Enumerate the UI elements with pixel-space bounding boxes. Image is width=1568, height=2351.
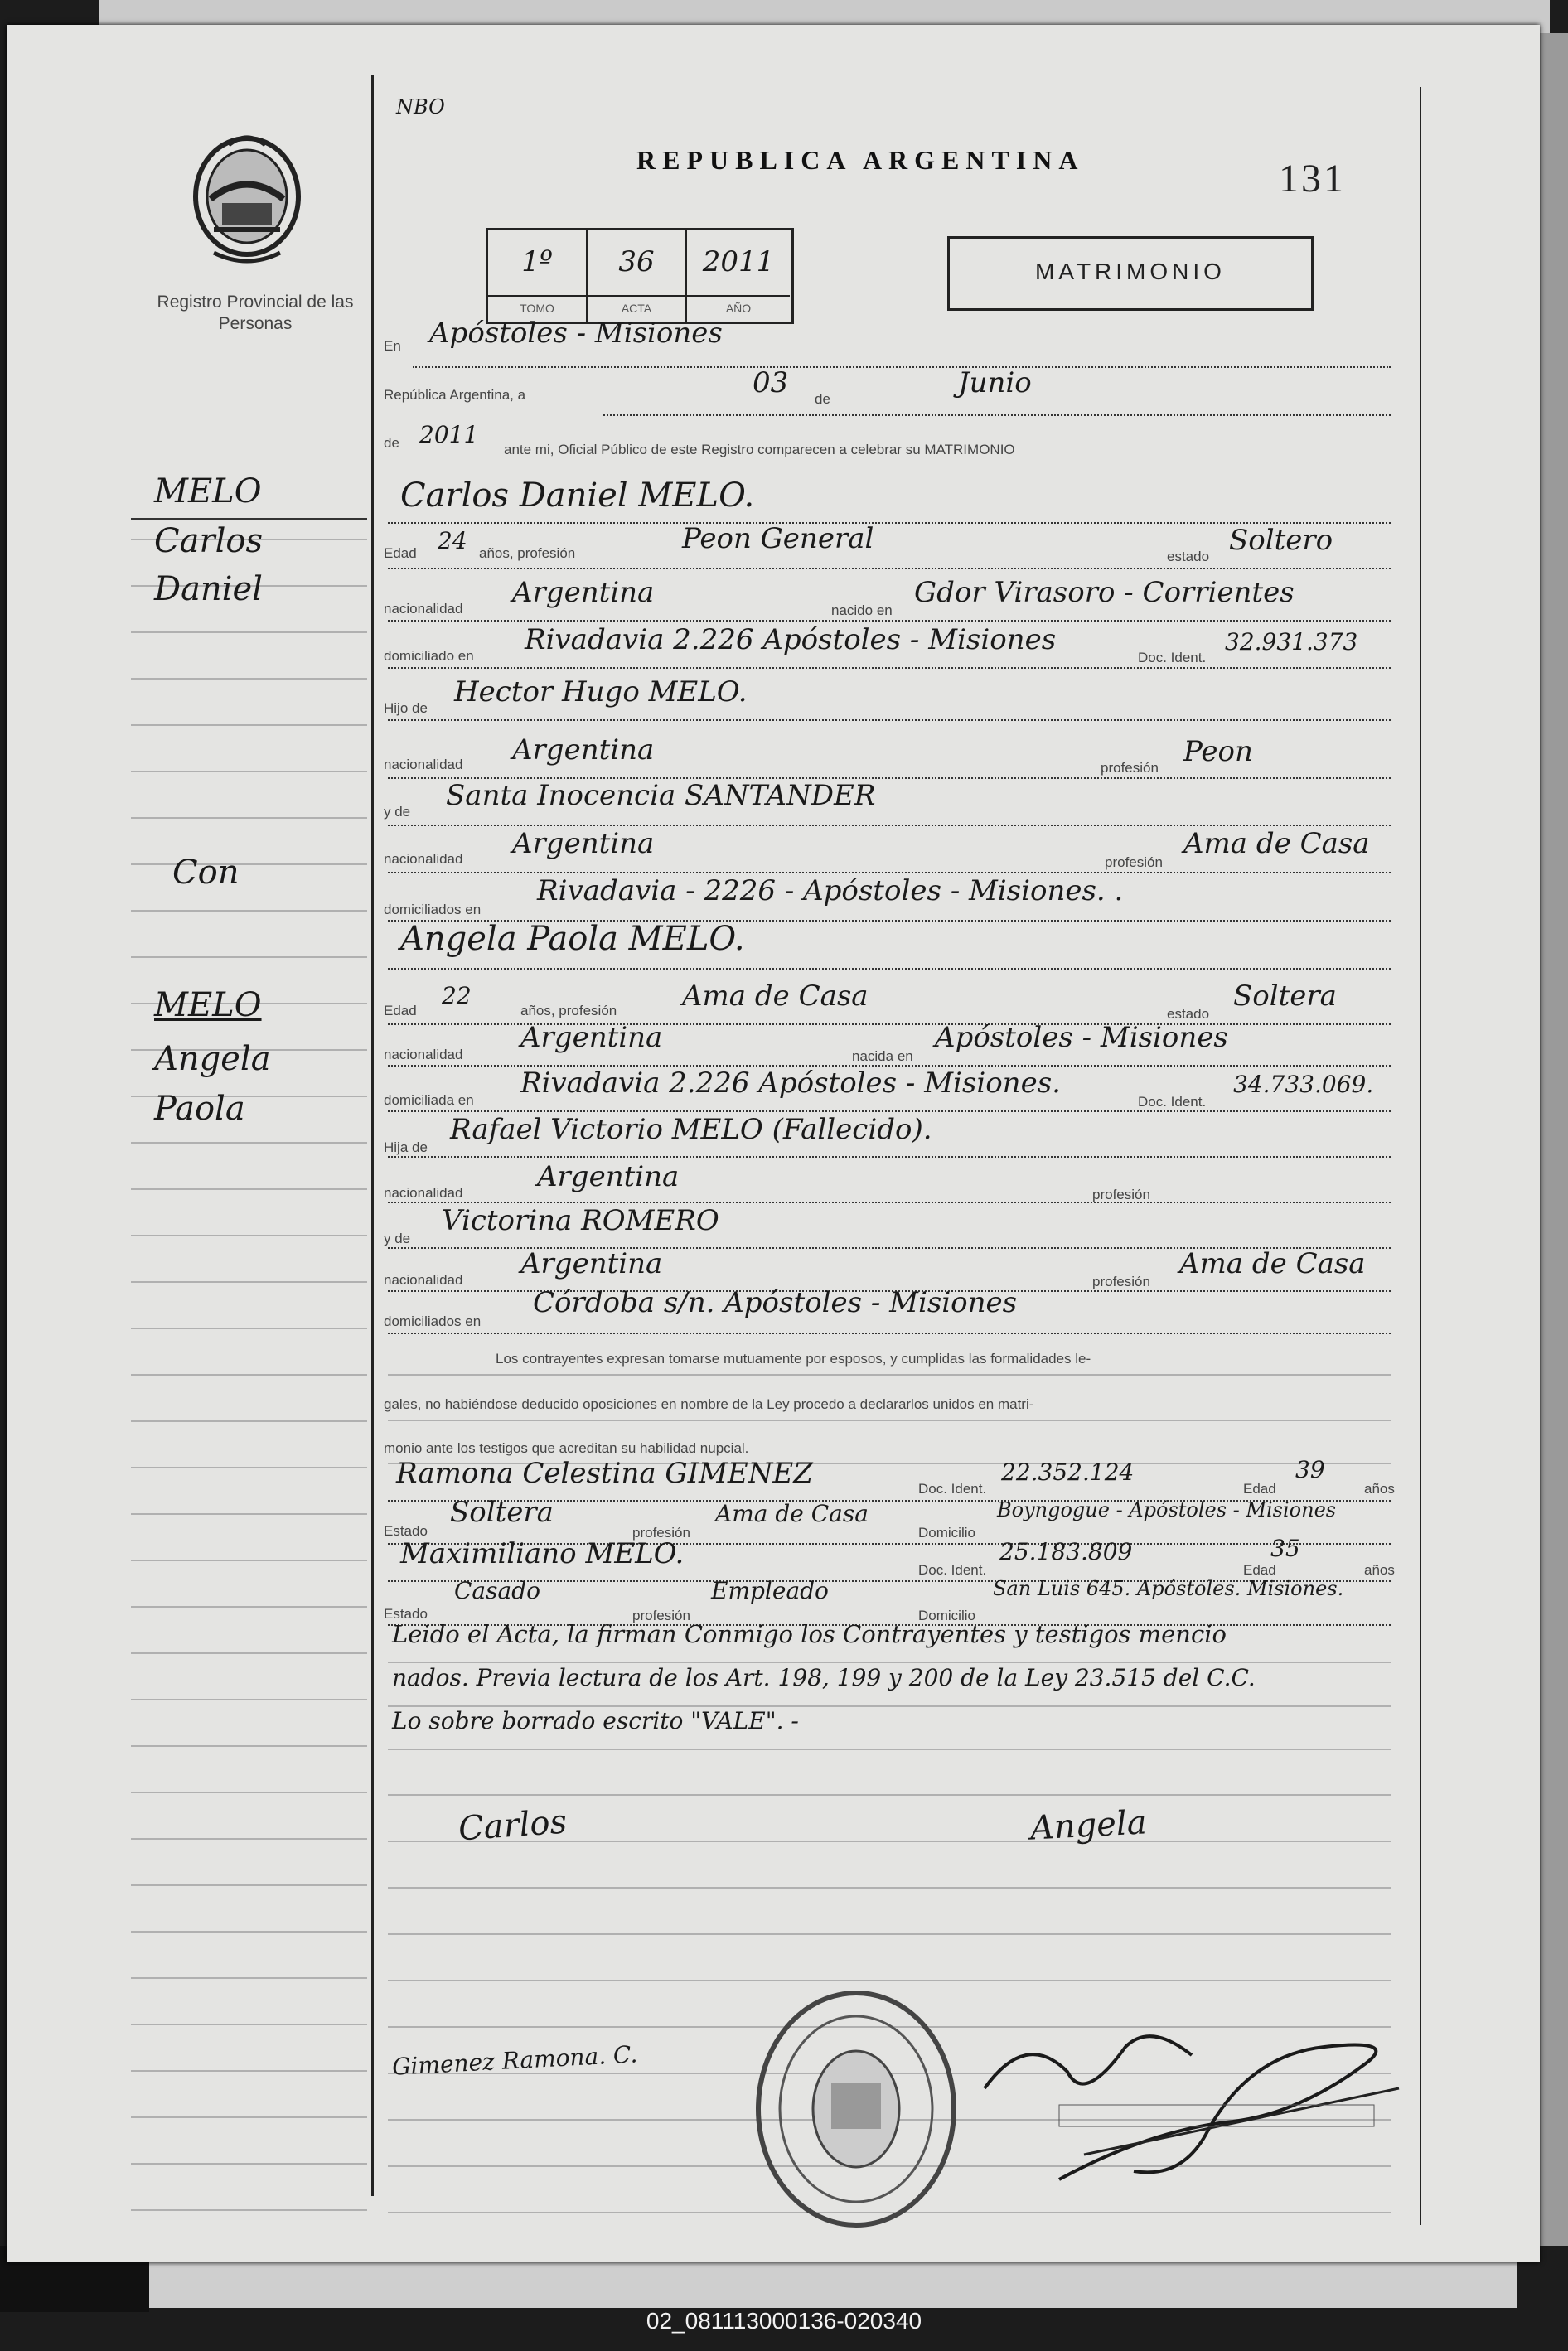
margin-rule (131, 817, 367, 819)
margin-rule (131, 1745, 367, 1747)
groom-dom-line (388, 667, 1391, 669)
witness2-profesion: Empleado (711, 1577, 829, 1604)
declaration-line-2: gales, no habiéndose deducido oposiciones en nombre de la Ley procedo a declararlos unidos en matri- (384, 1396, 1034, 1412)
margin-bride-name-2: Paola (154, 1090, 245, 1128)
closing-line-1: Leido el Acta, la firman Conmigo los Contrayentes y testigos mencio (392, 1620, 1227, 1648)
witness1-name: Ramona Celestina GIMENEZ (396, 1457, 813, 1490)
margin-bride-name-1: Angela (154, 1040, 271, 1078)
acta-label: ACTA (588, 295, 687, 322)
bride-padre-nac-label: nacionalidad (384, 1185, 463, 1201)
bride-padre-line (388, 1156, 1391, 1158)
scan-file-label: 02_081113000136-020340 (646, 2308, 922, 2334)
decl-rule-2 (388, 1420, 1391, 1421)
groom-madre-nac-label: nacionalidad (384, 851, 463, 867)
bride-padres-dom-label: domiciliados en (384, 1313, 482, 1329)
margin-rule (131, 1977, 367, 1979)
closing-line-2: nados. Previa lectura de los Art. 198, 199 y 200 de la Ley 23.515 del C.C. (392, 1664, 1256, 1691)
bride-estado: Soltera (1233, 980, 1337, 1013)
groom-madre-line (388, 825, 1391, 826)
body-rule (388, 1933, 1391, 1935)
witness2-domicilio: San Luis 645. Apóstoles. Misiones. (993, 1577, 1344, 1600)
witness1-profesion: Ama de Casa (715, 1500, 869, 1527)
groom-padre-nac: Argentina (512, 733, 655, 767)
groom-doc: 32.931.373 (1225, 628, 1358, 655)
groom-nac-line (388, 620, 1391, 622)
margin-rule (131, 1792, 367, 1793)
margin-rule (131, 1281, 367, 1283)
place-line (413, 366, 1391, 368)
year-value: 2011 (419, 421, 479, 448)
witness1-estado: Soltera (450, 1496, 554, 1529)
margin-rule (131, 1235, 367, 1236)
groom-nacido-en: Gdor Virasoro - Corrientes (914, 576, 1295, 609)
margin-rule (131, 1328, 367, 1329)
bride-padres-dom-line (388, 1333, 1391, 1334)
margin-rule (131, 1838, 367, 1840)
margin-groom-name-2: Daniel (154, 570, 263, 608)
decl-rule-1 (388, 1374, 1391, 1376)
bride-madre-nac: Argentina (520, 1247, 663, 1280)
bride-hija-label: Hija de (384, 1139, 428, 1155)
margin-rule (131, 2024, 367, 2025)
bride-dom-label: domiciliada en (384, 1092, 474, 1108)
margin-rule (131, 1374, 367, 1376)
groom-madre-prof: Ama de Casa (1183, 827, 1370, 860)
witness-signature: Gimenez Ramona. C. (391, 2040, 639, 2081)
tomo-cell (488, 230, 588, 295)
groom-yde-label: y de (384, 804, 411, 820)
tomo-value: 1º (521, 245, 553, 278)
margin-rule (131, 1652, 367, 1654)
bride-padres-dom: Córdoba s/n. Apóstoles - Misiones (533, 1286, 1018, 1319)
groom-padre-nac-label: nacionalidad (384, 757, 463, 772)
witness1-doc-label: Doc. Ident. (918, 1481, 987, 1497)
bride-dom-line (388, 1110, 1391, 1112)
witness2-edad-label: Edad (1243, 1562, 1276, 1578)
margin-rule (131, 724, 367, 726)
groom-domicilio: Rivadavia 2.226 Apóstoles - Misiones (525, 623, 1057, 656)
registry-label: Registro Provincial de las Personas (157, 293, 354, 333)
place-value: Apóstoles - Misiones (429, 317, 723, 350)
groom-signature: Carlos (457, 1802, 569, 1849)
margin-rule (131, 910, 367, 912)
groom-profesion: Peon General (682, 522, 874, 555)
witness2-name: Maximiliano MELO. (400, 1537, 685, 1570)
acta-cell (588, 230, 687, 295)
margin-rule (131, 678, 367, 680)
provincial-coat-of-arms-icon (181, 120, 313, 273)
tomo-label: TOMO (488, 295, 588, 322)
scan-right-edge (1540, 33, 1568, 2246)
bride-name-line (388, 968, 1391, 970)
anio-value: 2011 (702, 245, 775, 278)
groom-edad-label: Edad (384, 545, 417, 561)
groom-padre: Hector Hugo MELO. (454, 675, 748, 709)
groom-edad: 24 (438, 527, 467, 554)
witness1-dom-label: Domicilio (918, 1525, 975, 1541)
bride-nac-label: nacionalidad (384, 1047, 463, 1062)
bride-nacida-en: Apóstoles - Misiones (935, 1021, 1228, 1054)
bride-padre-nac: Argentina (537, 1160, 680, 1193)
margin-rule (131, 863, 367, 865)
bride-padre-nac-line (388, 1202, 1391, 1203)
groom-hijo-label: Hijo de (384, 700, 428, 716)
groom-anos-prof-label: años, profesión (479, 545, 576, 561)
witness2-prof-label: profesión (632, 1608, 690, 1623)
witness2-estado: Casado (454, 1577, 540, 1604)
officer-signature-icon (935, 1989, 1432, 2204)
bride-madre-nac-label: nacionalidad (384, 1272, 463, 1288)
margin-rule (131, 1142, 367, 1144)
bride-anos-prof-label: años, profesión (520, 1003, 617, 1018)
groom-padre-prof: Peon (1183, 735, 1253, 768)
margin-rule (131, 1699, 367, 1700)
page-number: 131 (1279, 157, 1346, 201)
margin-groom-name-1: Carlos (154, 522, 263, 560)
republica-label: República Argentina, a (384, 387, 526, 403)
groom-padre-prof-label: profesión (1101, 760, 1159, 776)
groom-madre: Santa Inocencia SANTANDER (446, 779, 876, 812)
groom-padres-dom-label: domiciliados en (384, 902, 482, 917)
declaration-line-1: Los contrayentes expresan tomarse mutuamente por esposos, y cumplidas las formalidades le- (496, 1351, 1091, 1367)
de-label: de (815, 391, 830, 407)
margin-rule (131, 631, 367, 633)
witness2-anos-label: años (1364, 1562, 1395, 1578)
witness2-dom-label: Domicilio (918, 1608, 975, 1623)
margin-rule (131, 1606, 367, 1608)
witness1-prof-label: profesión (632, 1525, 690, 1541)
bride-domicilio: Rivadavia 2.226 Apóstoles - Misiones. (520, 1067, 1061, 1100)
groom-nac-label: nacionalidad (384, 601, 463, 617)
bride-signature: Angela (1028, 1803, 1148, 1848)
official-seal-icon (748, 1985, 964, 2233)
margin-rule (131, 1931, 367, 1933)
groom-edad-line (388, 568, 1391, 569)
margin-rule (131, 771, 367, 772)
body-rule (388, 1794, 1391, 1796)
body-rule (388, 1887, 1391, 1889)
groom-estado-label: estado (1167, 549, 1210, 564)
witness1-edad: 39 (1295, 1456, 1325, 1483)
anio-cell (687, 230, 790, 295)
groom-madre-nac-line (388, 872, 1391, 873)
acta-value: 36 (618, 245, 655, 278)
witness2-doc: 25.183.809 (999, 1538, 1133, 1565)
acta-box (486, 228, 794, 324)
witness1-edad-label: Edad (1243, 1481, 1276, 1497)
closing-rule-1 (388, 1662, 1391, 1663)
margin-groom-surname: MELO (154, 472, 262, 510)
closing-line-3: Lo sobre borrado escrito "VALE". - (392, 1707, 799, 1734)
bride-yde-label: y de (384, 1231, 411, 1246)
margin-rule (131, 2116, 367, 2118)
declaration-line-3: monio ante los testigos que acreditan su habilidad nupcial. (384, 1440, 749, 1456)
margin-rule (131, 1467, 367, 1468)
bride-nacida-label: nacida en (852, 1048, 913, 1064)
bride-padre: Rafael Victorio MELO (Fallecido). (450, 1113, 932, 1146)
margin-line (131, 518, 367, 520)
margin-rule (131, 2209, 367, 2211)
margin-rule (131, 1884, 367, 1886)
margin-divider (371, 75, 374, 2196)
record-type-label: MATRIMONIO (1035, 259, 1226, 284)
bride-madre: Victorina ROMERO (442, 1204, 719, 1237)
witness2-doc-label: Doc. Ident. (918, 1562, 987, 1578)
body-rule (388, 1980, 1391, 1981)
closing-rule-3 (388, 1749, 1391, 1750)
day-value: 03 (753, 366, 789, 399)
bride-nacionalidad: Argentina (520, 1021, 663, 1054)
groom-estado: Soltero (1229, 524, 1333, 557)
margin-rule (131, 1188, 367, 1190)
groom-padre-line (388, 719, 1391, 721)
groom-padres-dom: Rivadavia - 2226 - Apóstoles - Misiones. . (537, 874, 1124, 907)
margin-rule (131, 956, 367, 958)
country-title: REPUBLICA ARGENTINA (636, 145, 1085, 175)
groom-doc-label: Doc. Ident. (1138, 650, 1207, 665)
groom-nacionalidad: Argentina (512, 576, 655, 609)
record-type-box (947, 236, 1314, 311)
groom-full-name: Carlos Daniel MELO. (400, 476, 755, 515)
en-label: En (384, 338, 401, 354)
bride-padre-prof-label: profesión (1092, 1187, 1150, 1202)
groom-madre-prof-label: profesión (1105, 854, 1163, 870)
nbo-annotation: NBO (396, 95, 445, 119)
bride-edad-label: Edad (384, 1003, 417, 1018)
bride-madre-prof-label: profesión (1092, 1274, 1150, 1289)
margin-bride-surname: MELO (154, 986, 262, 1024)
bride-estado-label: estado (1167, 1006, 1210, 1022)
bride-edad: 22 (442, 982, 472, 1009)
de-year-label: de (384, 435, 399, 451)
month-value: Junio (958, 366, 1032, 399)
margin-rule (131, 2070, 367, 2072)
witness1-estado-label: Estado (384, 1523, 428, 1539)
margin-rule (131, 1420, 367, 1422)
groom-dom-label: domiciliado en (384, 648, 474, 664)
bride-doc: 34.733.069. (1233, 1071, 1374, 1098)
date-line (603, 414, 1391, 416)
anio-label: AÑO (687, 295, 790, 322)
statement-text: ante mi, Oficial Público de este Registro comparecen a celebrar su MATRIMONIO (504, 442, 1015, 457)
margin-con: Con (172, 854, 240, 892)
margin-rule (131, 1513, 367, 1515)
bride-profesion: Ama de Casa (682, 980, 869, 1013)
bride-doc-label: Doc. Ident. (1138, 1094, 1207, 1110)
margin-rule (131, 2163, 367, 2165)
margin-rule (131, 1560, 367, 1561)
groom-nacido-label: nacido en (831, 602, 893, 618)
witness1-doc: 22.352.124 (1001, 1458, 1135, 1486)
witness2-estado-label: Estado (384, 1606, 428, 1622)
record-sheet (7, 25, 1540, 2262)
right-border (1420, 87, 1421, 2225)
bride-full-name: Angela Paola MELO. (400, 920, 745, 958)
witness2-edad: 35 (1270, 1535, 1300, 1562)
bride-madre-prof: Ama de Casa (1179, 1247, 1366, 1280)
witness1-anos-label: años (1364, 1481, 1395, 1497)
groom-madre-nac: Argentina (512, 827, 655, 860)
witness1-domicilio: Boyngogue - Apóstoles - Misiones (997, 1498, 1337, 1521)
